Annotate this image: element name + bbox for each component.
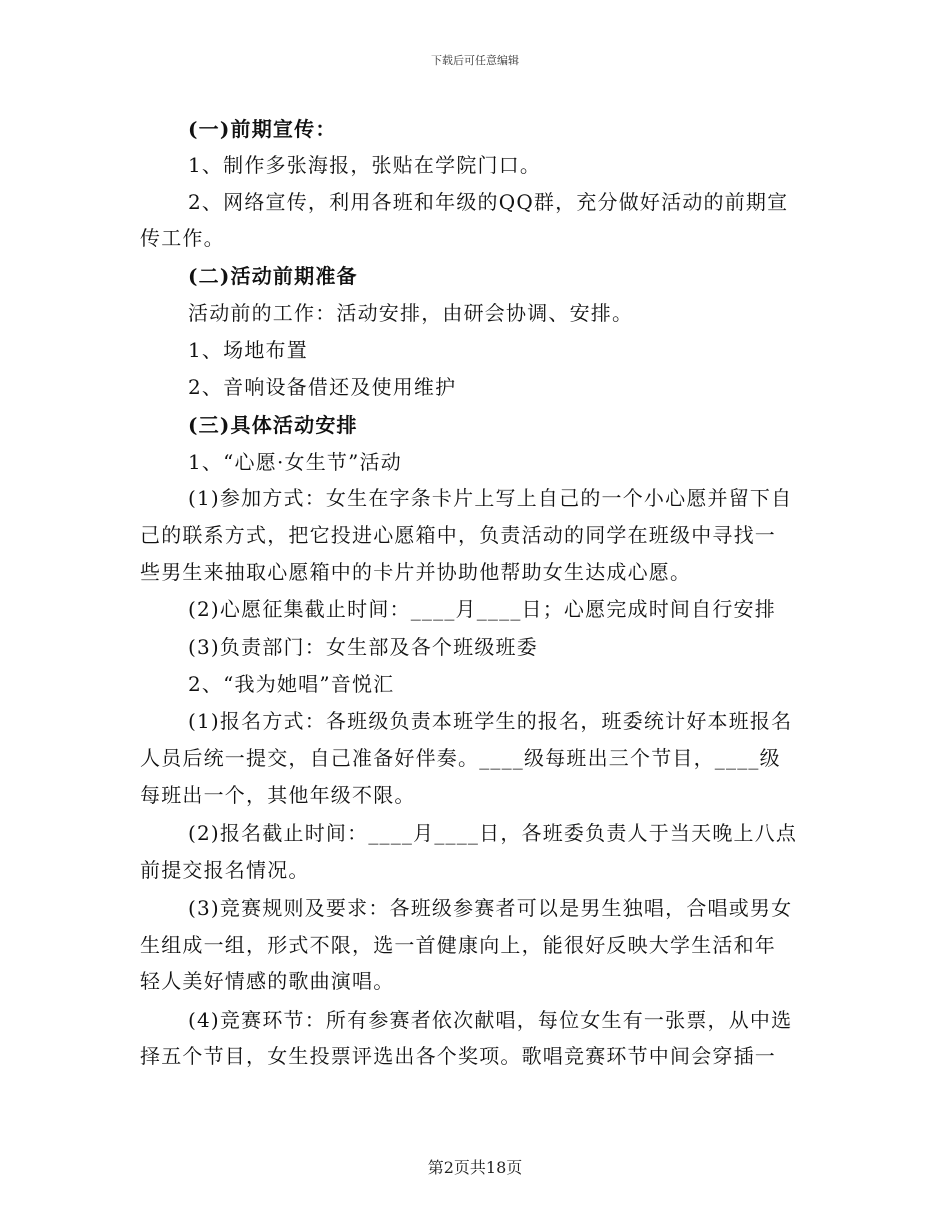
- paragraph-line: (4)竞赛环节：所有参赛者依次献唱，每位女生有一张票，从中选: [188, 1008, 793, 1032]
- paragraph-line: 前提交报名情况。: [140, 858, 310, 882]
- paragraph-line: 1、“心愿·女生节”活动: [188, 450, 402, 474]
- paragraph-line: 1、场地布置: [188, 338, 308, 362]
- paragraph-line: 些男生来抽取心愿箱中的卡片并协助他帮助女生达成心愿。: [140, 560, 692, 584]
- paragraph-line: 人员后统一提交，自己准备好伴奏。____级每班出三个节目，____级: [140, 746, 781, 770]
- section-heading: (二)活动前期准备: [188, 264, 358, 288]
- paragraph-line: 己的联系方式，把它投进心愿箱中，负责活动的同学在班级中寻找一: [140, 523, 776, 547]
- section-heading: (三)具体活动安排: [188, 413, 358, 437]
- paragraph-line: 2、网络宣传，利用各班和年级的QQ群，充分做好活动的前期宣: [188, 190, 789, 214]
- section-heading: (一)前期宣传：: [188, 117, 337, 141]
- paragraph-line: 活动前的工作：活动安排，由研会协调、安排。: [188, 301, 634, 325]
- paragraph-line: 轻人美好情感的歌曲演唱。: [140, 969, 395, 993]
- paragraph-line: 传工作。: [140, 226, 225, 250]
- paragraph-line: (2)心愿征集截止时间：____月____日；心愿完成时间自行安排: [188, 597, 776, 621]
- page-footer: 第2页共18页: [427, 1158, 523, 1177]
- paragraph-line: 择五个节目，女生投票评选出各个奖项。歌唱竞赛环节中间会穿插一: [140, 1044, 776, 1068]
- paragraph-line: (1)参加方式：女生在字条卡片上写上自己的一个小心愿并留下自: [188, 486, 793, 510]
- paragraph-line: (3)竞赛规则及要求：各班级参赛者可以是男生独唱，合唱或男女: [188, 896, 793, 920]
- paragraph-line: (2)报名截止时间：____月____日，各班委负责人于当天晚上八点: [188, 821, 798, 845]
- paragraph-line: 2、“我为她唱”音悦汇: [188, 672, 395, 696]
- paragraph-line: (3)负责部门：女生部及各个班级班委: [188, 635, 538, 659]
- paragraph-line: 2、音响设备借还及使用维护: [188, 375, 457, 399]
- page-header: 下载后可任意编辑: [431, 54, 519, 67]
- paragraph-line: 1、制作多张海报，张贴在学院门口。: [188, 153, 542, 177]
- paragraph-line: (1)报名方式：各班级负责本班学生的报名，班委统计好本班报名: [188, 709, 793, 733]
- paragraph-line: 生组成一组，形式不限，选一首健康向上，能很好反映大学生活和年: [140, 933, 776, 957]
- paragraph-line: 每班出一个，其他年级不限。: [140, 783, 416, 807]
